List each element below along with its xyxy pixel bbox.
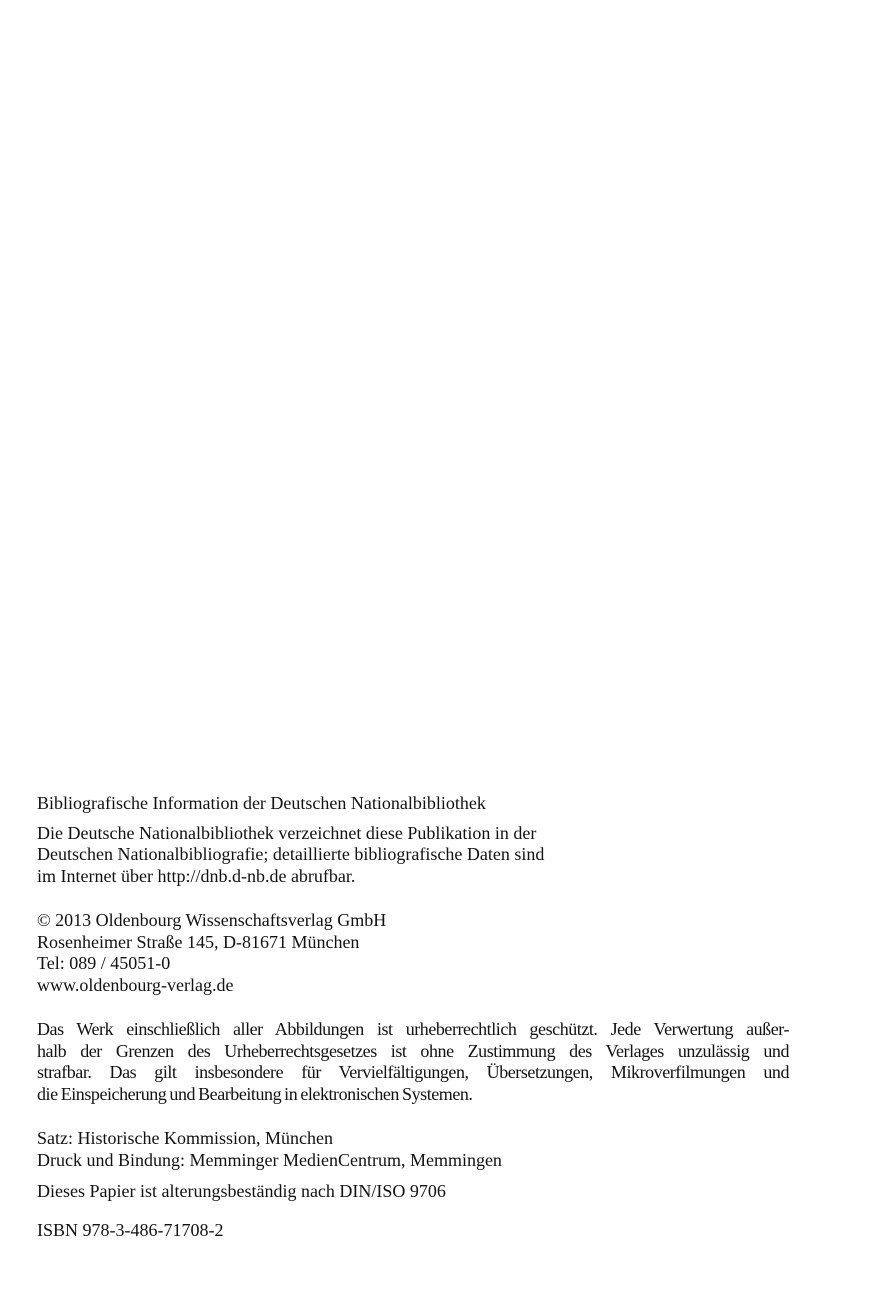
printing-line: Druck und Bindung: Memminger MedienCentrum, Memmingen	[37, 1149, 502, 1170]
isbn-line: ISBN 978-3-486-71708-2	[37, 1219, 224, 1240]
copyright-line: © 2013 Oldenbourg Wissenschaftsverlag GmbH	[37, 910, 387, 930]
production-info	[37, 1128, 789, 1171]
publisher-phone: Tel: 089 / 45051-0	[37, 953, 171, 973]
dnb-notice	[37, 823, 789, 888]
bib-title: Bibliografische Information der Deutschen Nationalbibliothek	[37, 793, 486, 813]
paper-note-line: Dieses Papier ist alterungsbeständig nach DIN/ISO 9706	[37, 1181, 446, 1201]
paper-note	[37, 1181, 789, 1203]
publisher-address: Rosenheimer Straße 145, D-81671 München	[37, 931, 360, 952]
dnb-line: Die Deutsche Nationalbibliothek verzeichnet diese Publikation in der	[37, 822, 537, 843]
rights-line: Das Werk einschließlich aller Abbildungen ist urheberrechtlich geschützt. Jede Verwertung außer-	[37, 1019, 789, 1039]
bibliographic-info-heading	[37, 793, 789, 815]
dnb-line: Deutschen Nationalbibliografie; detaillierte bibliografische Daten sind	[37, 844, 545, 864]
rights-line: die Einspeicherung und Bearbeitung in elektronischen Systemen.	[37, 1083, 473, 1104]
publisher-website: www.oldenbourg-verlag.de	[37, 974, 234, 995]
imprint-page	[37, 793, 789, 1241]
isbn-info	[37, 1220, 789, 1242]
copyright-notice	[37, 1019, 789, 1105]
publisher-info	[37, 910, 789, 996]
rights-line: halb der Grenzen des Urheberrechtsgesetzes ist ohne Zustimmung des Verlages unzulässig und	[37, 1040, 789, 1061]
rights-line: strafbar. Das gilt insbesondere für Vervielfältigungen, Übersetzungen, Mikroverfilmungen und	[37, 1062, 789, 1082]
typesetting-line: Satz: Historische Kommission, München	[37, 1128, 333, 1148]
dnb-line: im Internet über http://dnb.d-nb.de abrufbar.	[37, 865, 356, 886]
